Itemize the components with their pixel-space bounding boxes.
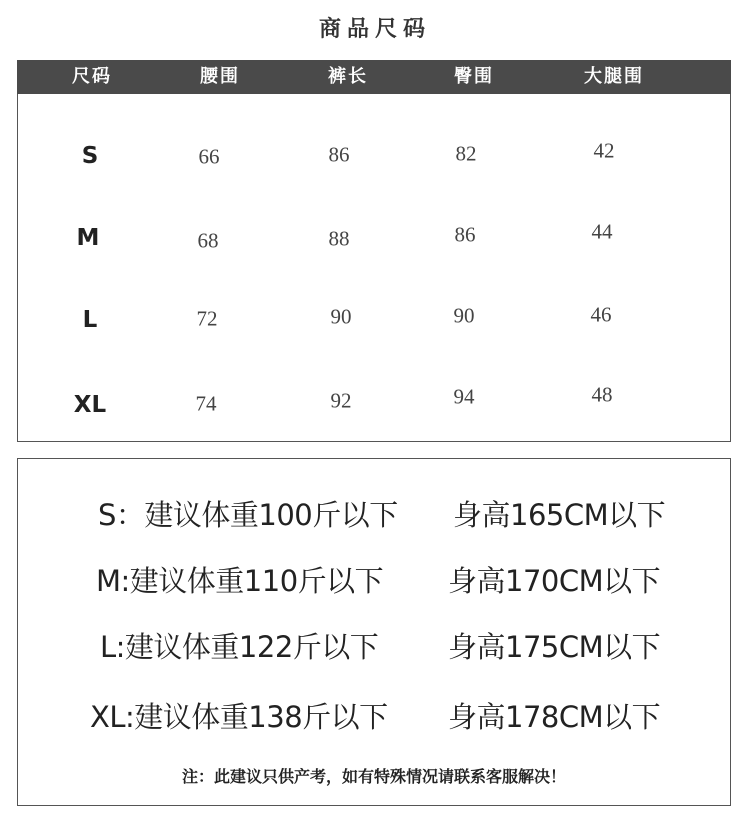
- table-cell-hip: 94: [453, 384, 475, 409]
- table-cell-waist: 74: [195, 391, 217, 416]
- size-table: [17, 94, 731, 442]
- recommendation-weight: S：建议体重100斤以下: [98, 498, 398, 532]
- table-cell-hip: 82: [455, 141, 477, 166]
- table-cell-waist: 66: [198, 144, 220, 169]
- recommendation-height: 身高170CM以下: [448, 564, 661, 598]
- table-cell-hip: 90: [453, 303, 475, 328]
- recommendation-height: 身高165CM以下: [453, 498, 666, 532]
- recommendation-weight: M:建议体重110斤以下: [96, 564, 384, 598]
- header-waist: 腰围: [200, 66, 240, 87]
- size-recommendation-box: [17, 458, 731, 806]
- recommendation-weight: XL:建议体重138斤以下: [90, 700, 388, 734]
- table-cell-waist: 68: [197, 228, 219, 253]
- table-cell-thigh: 48: [591, 382, 613, 407]
- header-size: 尺码: [72, 66, 112, 87]
- header-thigh: 大腿围: [584, 66, 644, 87]
- table-cell-length: 90: [330, 304, 352, 329]
- table-cell-length: 88: [328, 226, 350, 251]
- table-cell-length: 86: [328, 142, 350, 167]
- page-title: 商品尺码: [318, 17, 431, 42]
- table-header: [17, 60, 731, 94]
- table-row-size: M: [76, 225, 100, 251]
- table-cell-thigh: 42: [593, 138, 615, 163]
- table-cell-hip: 86: [454, 222, 476, 247]
- table-cell-length: 92: [330, 388, 352, 413]
- header-length: 裤长: [328, 66, 368, 87]
- table-cell-thigh: 44: [591, 219, 613, 244]
- table-cell-thigh: 46: [590, 302, 612, 327]
- header-hip: 臀围: [454, 66, 494, 87]
- recommendation-weight: L:建议体重122斤以下: [100, 630, 379, 664]
- disclaimer-note: 注：此建议只供产考，如有特殊情况请联系客服解决！: [181, 767, 566, 786]
- table-row-size: L: [82, 307, 98, 333]
- table-row-size: XL: [73, 392, 107, 418]
- table-row-size: S: [81, 143, 99, 169]
- table-cell-waist: 72: [196, 306, 218, 331]
- recommendation-height: 身高175CM以下: [448, 630, 661, 664]
- recommendation-height: 身高178CM以下: [448, 700, 661, 734]
